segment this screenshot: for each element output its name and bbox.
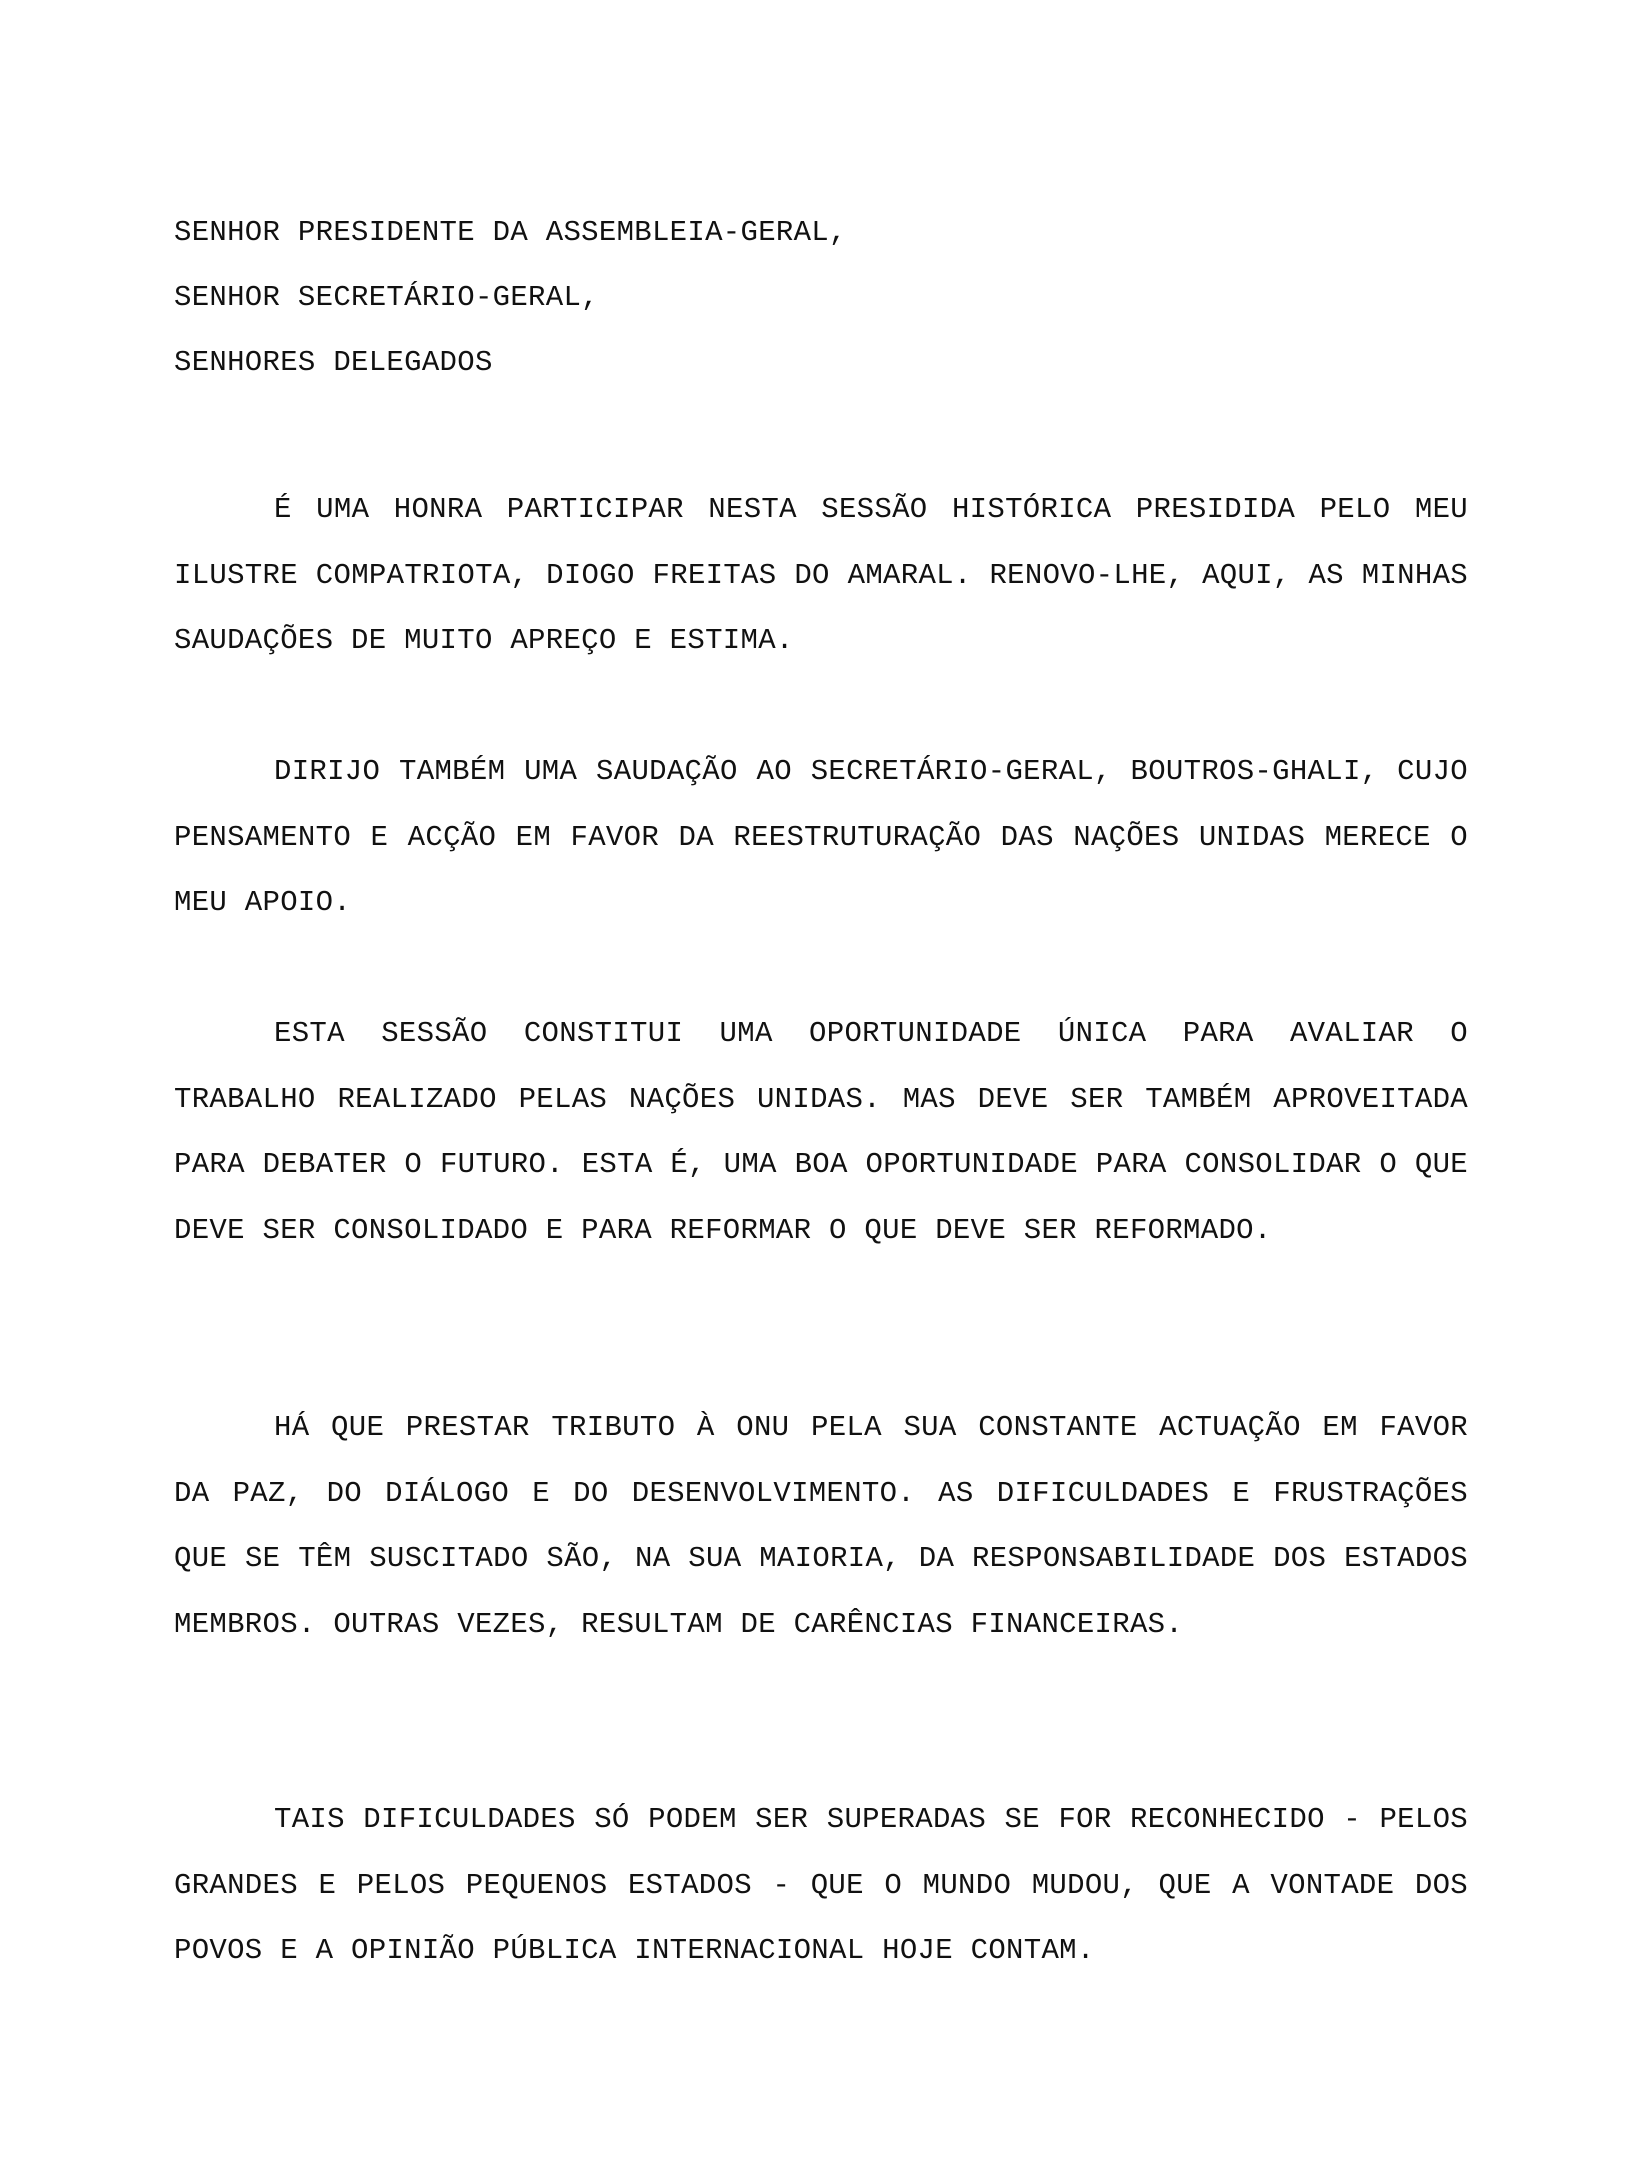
paragraph-tribute-un: HÁ QUE PRESTAR TRIBUTO À ONU PELA SUA CONSTANTE ACTUAÇÃO EM FAVOR DA PAZ, DO DIÁLOGO E DO DESENVOLVIMENTO. AS DIFICULDADES E FRUSTRAÇÕES QUE SE TÊM SUSCITADO SÃO, NA SUA MAIORIA, DA RESPONSABILIDADE DOS ESTADOS MEMBROS. OUTRAS VEZES, RESULTAM DE CARÊNCIAS FINANCEIRAS. [174,1411,1468,1641]
paragraph-greeting-secretary: DIRIJO TAMBÉM UMA SAUDAÇÃO AO SECRETÁRIO-GERAL, BOUTROS-GHALI, CUJO PENSAMENTO E ACÇÃO EM FAVOR DA REESTRUTURAÇÃO DAS NAÇÕES UNIDAS MERECE O MEU APOIO. [174,755,1468,919]
paragraph-honor: É UMA HONRA PARTICIPAR NESTA SESSÃO HISTÓRICA PRESIDIDA PELO MEU ILUSTRE COMPATRIOTA, DIOGO FREITAS DO AMARAL. RENOVO-LHE, AQUI, AS MINHAS SAUDAÇÕES DE MUITO APREÇO E ESTIMA. [174,493,1468,657]
salutation-line-president: SENHOR PRESIDENTE DA ASSEMBLEIA-GERAL, [174,216,847,249]
salutation-line-secretary: SENHOR SECRETÁRIO-GERAL, [174,281,599,314]
salutation-block [174,200,1474,395]
salutation-line-delegates: SENHORES DELEGADOS [174,346,493,379]
paragraph-difficulties: TAIS DIFICULDADES SÓ PODEM SER SUPERADAS SE FOR RECONHECIDO - PELOS GRANDES E PELOS PEQUENOS ESTADOS - QUE O MUNDO MUDOU, QUE A VONTADE DOS POVOS E A OPINIÃO PÚBLICA INTERNACIONAL HOJE CONTAM. [174,1803,1468,1967]
paragraph-session-opportunity: ESTA SESSÃO CONSTITUI UMA OPORTUNIDADE ÚNICA PARA AVALIAR O TRABALHO REALIZADO PELAS NAÇÕES UNIDAS. MAS DEVE SER TAMBÉM APROVEITADA PARA DEBATER O FUTURO. ESTA É, UMA BOA OPORTUNIDADE PARA CONSOLIDAR O QUE DEVE SER CONSOLIDADO E PARA REFORMAR O QUE DEVE SER REFORMADO. [174,1017,1468,1247]
